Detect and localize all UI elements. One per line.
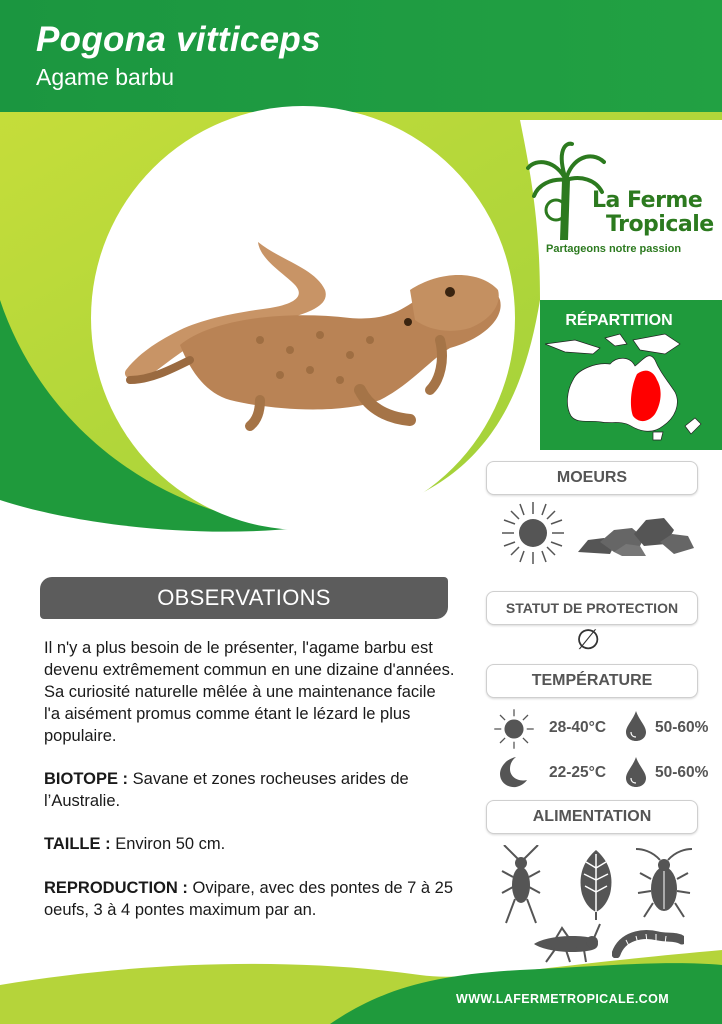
taille-label: TAILLE : [44,835,111,853]
biotope-paragraph [44,768,456,812]
temperature-heading: TEMPÉRATURE [486,664,698,698]
biotope-label: BIOTOPE : [44,770,129,788]
water-drop-icon [625,710,647,742]
common-name: Agame barbu [36,64,175,90]
worm-icon [612,928,684,958]
moon-icon [498,755,528,789]
observations-heading: OBSERVATIONS [40,577,448,619]
reproduction-text: Ovipare, avec des pontes de 7 à 25 oeufs, 3 à 4 pontes maximum par an. [44,879,454,919]
reproduction-paragraph [44,877,456,921]
water-drop-icon [625,756,647,788]
biotope-text: Savane et zones rocheuses arides de l’Australie. [44,770,409,810]
night-humidity: 50-60% [655,764,709,781]
cricket-icon [498,845,544,925]
sun-icon [493,708,535,750]
website-link[interactable]: WWW.LAFERMETROPICALE.COM [456,992,670,1006]
sun-icon [500,500,566,566]
taille-text: Environ 50 cm. [110,835,226,853]
repartition-title: RÉPARTITION [565,312,673,329]
brand-logo[interactable] [526,140,714,260]
taille-paragraph [44,833,456,855]
cockroach-icon [634,845,694,921]
australia-map-icon [545,330,705,445]
night-temperature: 22-25°C [549,764,607,781]
logo-text-line1: La Ferme [592,188,703,213]
rocks-icon [574,514,696,558]
logo-text-line2: Tropicale [606,212,714,237]
bearded-dragon-image [110,230,510,440]
protection-status: ∅ [576,624,601,655]
moeurs-heading: MOEURS [486,461,698,495]
protection-heading: STATUT DE PROTECTION [486,591,698,625]
observations-intro: Il n'y a plus besoin de le présenter, l'agame barbu est devenu extrêmement commun en une dizaine d'années. Sa curiosité naturelle mêlée à une maintenance facile l'a aisément promus comme étant le lézard le plus populaire. [44,639,455,745]
day-temperature: 28-40°C [549,719,607,736]
locust-icon [526,918,602,964]
scientific-name: Pogona vitticeps [36,20,321,59]
day-humidity: 50-60% [655,719,709,736]
leaf-icon [576,848,616,920]
reproduction-label: REPRODUCTION : [44,879,188,897]
alimentation-heading: ALIMENTATION [486,800,698,834]
logo-tagline: Partageons notre passion [546,243,682,255]
